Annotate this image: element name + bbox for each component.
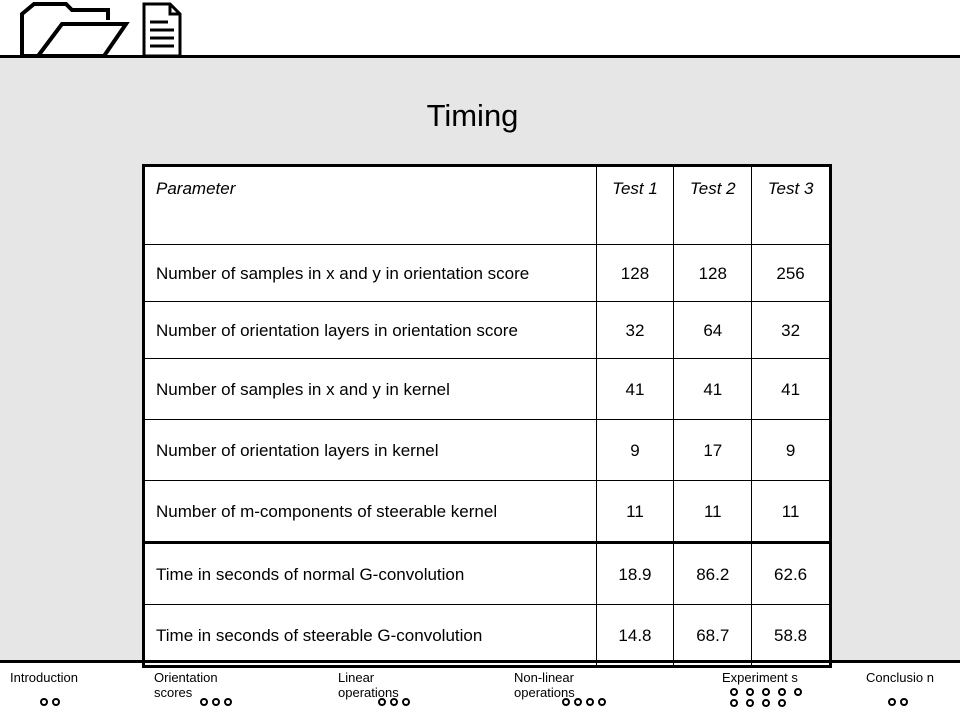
nav-dots-non-linear-operations[interactable] [562, 698, 606, 706]
nav-dots-introduction[interactable] [40, 698, 60, 706]
header-test-1: Test 1 [596, 166, 674, 245]
nav-slide-dot[interactable] [778, 699, 786, 707]
nav-slide-dot[interactable] [212, 698, 220, 706]
cell-test-1: 41 [596, 359, 674, 420]
table-row [144, 420, 831, 481]
cell-test-2: 64 [674, 302, 752, 359]
row-label: Number of orientation layers in orientation score [144, 302, 597, 359]
nav-slide-dot[interactable] [586, 698, 594, 706]
footer-divider [0, 660, 960, 663]
header-test-3: Test 3 [752, 166, 831, 245]
nav-slide-dot[interactable] [200, 698, 208, 706]
cell-test-1: 14.8 [596, 605, 674, 667]
nav-slide-dot[interactable] [746, 699, 754, 707]
nav-dots-experiments[interactable] [730, 688, 802, 707]
nav-slide-dot[interactable] [574, 698, 582, 706]
nav-slide-dot[interactable] [888, 698, 896, 706]
nav-section-orientation-scores[interactable]: Orientation scores [154, 670, 218, 700]
document-icon [144, 4, 180, 56]
nav-slide-dot[interactable] [378, 698, 386, 706]
table-header-row [144, 166, 831, 245]
nav-slide-dot[interactable] [598, 698, 606, 706]
table-row [144, 481, 831, 543]
cell-test-2: 68.7 [674, 605, 752, 667]
header-parameter: Parameter [144, 166, 597, 245]
cell-test-3: 41 [752, 359, 831, 420]
folder-icon [22, 4, 126, 56]
row-label: Time in seconds of steerable G-convolution [144, 605, 597, 667]
nav-slide-dot[interactable] [402, 698, 410, 706]
cell-test-3: 62.6 [752, 543, 831, 605]
cell-test-1: 128 [596, 245, 674, 302]
table-row [144, 543, 831, 605]
nav-section-conclusion[interactable]: Conclusio n [866, 670, 934, 685]
nav-slide-dot[interactable] [762, 688, 770, 696]
nav-section-introduction[interactable]: Introduction [10, 670, 78, 685]
nav-slide-dot[interactable] [390, 698, 398, 706]
nav-slide-dot[interactable] [794, 688, 802, 696]
cell-test-1: 9 [596, 420, 674, 481]
slide-title: Timing [426, 98, 519, 133]
nav-slide-dot[interactable] [746, 688, 754, 696]
nav-dots-conclusion[interactable] [888, 698, 908, 706]
nav-slide-dot[interactable] [40, 698, 48, 706]
table-row [144, 359, 831, 420]
row-label: Number of m-components of steerable kernel [144, 481, 597, 543]
row-label: Time in seconds of normal G-convolution [144, 543, 597, 605]
nav-section-experiments[interactable]: Experiment s [722, 670, 798, 685]
timing-table [142, 164, 832, 668]
cell-test-1: 18.9 [596, 543, 674, 605]
row-label: Number of orientation layers in kernel [144, 420, 597, 481]
cell-test-1: 11 [596, 481, 674, 543]
nav-slide-dot[interactable] [730, 699, 738, 707]
cell-test-2: 17 [674, 420, 752, 481]
nav-slide-dot[interactable] [224, 698, 232, 706]
table-row [144, 605, 831, 667]
row-label: Number of samples in x and y in orientation score [144, 245, 597, 302]
nav-section-non-linear-operations[interactable]: Non-linear operations [514, 670, 575, 700]
logo-folder-document-icon [8, 0, 208, 62]
cell-test-3: 11 [752, 481, 831, 543]
table-row [144, 302, 831, 359]
nav-slide-dot[interactable] [900, 698, 908, 706]
cell-test-3: 32 [752, 302, 831, 359]
cell-test-1: 32 [596, 302, 674, 359]
cell-test-2: 86.2 [674, 543, 752, 605]
cell-test-2: 128 [674, 245, 752, 302]
nav-slide-dot[interactable] [762, 699, 770, 707]
header-test-2: Test 2 [674, 166, 752, 245]
cell-test-3: 9 [752, 420, 831, 481]
table-row [144, 245, 831, 302]
cell-test-2: 11 [674, 481, 752, 543]
nav-slide-dot[interactable] [52, 698, 60, 706]
cell-test-3: 58.8 [752, 605, 831, 667]
nav-slide-dot[interactable] [778, 688, 786, 696]
nav-dots-orientation-scores[interactable] [200, 698, 232, 706]
cell-test-2: 41 [674, 359, 752, 420]
nav-slide-dot[interactable] [730, 688, 738, 696]
row-label: Number of samples in x and y in kernel [144, 359, 597, 420]
cell-test-3: 256 [752, 245, 831, 302]
nav-dots-linear-operations[interactable] [378, 698, 410, 706]
nav-slide-dot[interactable] [562, 698, 570, 706]
nav-section-linear-operations[interactable]: Linear operations [338, 670, 399, 700]
